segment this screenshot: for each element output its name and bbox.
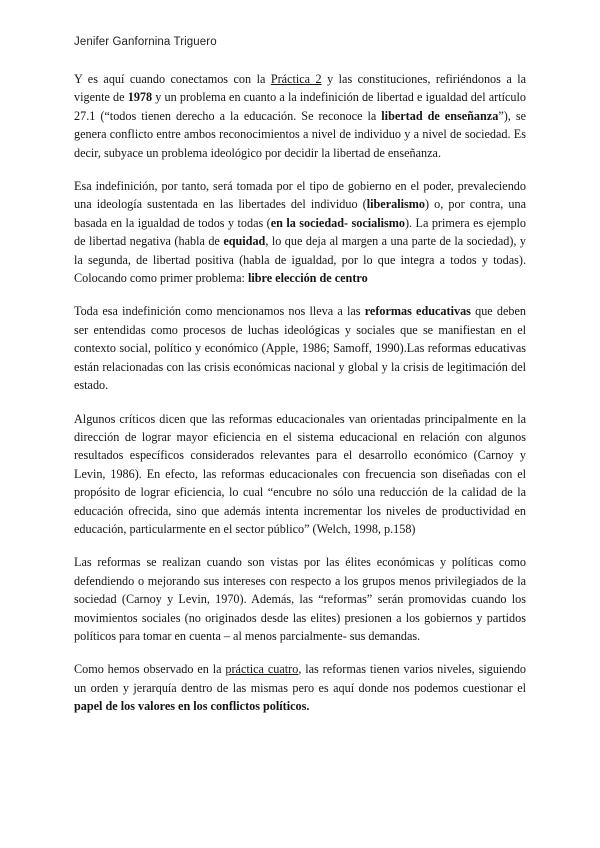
text-run: , las reformas tienen varios niveles, siguiendo un orden y jerarquía dentro de las mismas pero es aquí donde nos podemos cuestionar el [74,662,527,695]
document-body [74,70,526,731]
paragraph-6 [74,660,526,715]
author-header: Jenifer Ganfornina Triguero [74,36,217,48]
bold-term: libertad de enseñanza [381,108,499,123]
text-run: que deben ser entendidas como procesos de luchas ideológicas y sociales que se manifiestan en el contexto social, político y económico (Apple, 1986; Samoff, 1990).Las reformas educativas están relacionadas con las crisis económicas nacional y global y la crisis de legitimación del estado. [74,304,526,393]
text-run: ). La primera es ejemplo de libertad negativa (habla de [74,215,527,249]
text-run: Algunos críticos dicen que las reformas educacionales van orientadas principalmente en la dirección de lograr mayor eficiencia en el sistema educacional en relación con algunos resultados específicos considerados relevantes para el desarrollo económico (Carnoy y Levin, 1986). En efecto, las reformas educacionales con frecuencia son diseñadas con el propósito de lograr eficiencia, lo cual “encubre no sólo una reducción de la calidad de la educación ofrecida, sino que además intenta incrementar los niveles de productividad en educación, particularmente en el sector público” (Welch, 1998, p.158) [74,411,526,536]
text-run: Esa indefinición, por tanto, será tomada por el tipo de gobierno en el poder, prevaleciendo una ideología sustentada en las libertades del individuo ( [74,179,526,212]
bold-term: libre elección de centro [247,271,368,286]
text-run: Y es aquí cuando conectamos con la [74,72,271,86]
text-run: ) o, por contra, una basada en la igualdad de todos y todas ( [74,197,526,230]
text-run: , lo que deja al margen a una parte de la sociedad), y la segunda, de libertad positiva (habla de igualdad, por lo que integra a todos y todas). Colocando como primer problema: [74,234,526,286]
text-run: y un problema en cuanto a la indefinición de libertad e igualdad del artículo 27.1 (“todos tienen derecho a la educación. Se reconoce la [74,90,526,123]
bold-term: 1978 [127,90,153,105]
text-run: Como hemos observado en la [74,662,226,677]
paragraph-5 [74,553,526,645]
text-run: Las reformas se realizan cuando son vistas por las élites económicas y políticas como defendiendo o mejorando sus intereses con respecto a los grupos menos privilegiados de la sociedad (Carnoy y Levin, 1970). Además, las “reformas” serán promovidas cuando los movimientos sociales (no originados desde las elites) presionen a los gobiernos y partidos políticos para tomar en cuenta – al menos parcialmente- sus demandas. [74,555,526,643]
paragraph-1 [74,70,526,162]
bold-term: equidad [223,234,266,249]
bold-term: en la sociedad- socialismo [270,215,405,230]
practice-4-reference: práctica cuatro [225,662,299,677]
paragraph-2 [74,177,526,287]
text-run: Toda esa indefinición como mencionamos nos lleva a las [74,304,365,319]
practice-2-reference: Práctica 2 [270,72,322,86]
paragraph-4 [74,410,526,539]
bold-term: liberalismo [366,197,425,212]
bold-term: papel de los valores en los conflictos políticos. [74,699,310,714]
text-run: ”), se genera conflicto entre ambos reconocimientos a nivel de individuo y a nivel de sociedad. Es decir, subyace un problema ideológico por decidir la libertad de enseñanza. [74,108,526,160]
bold-term: reformas educativas [364,304,471,319]
text-run: y las constituciones, refiriéndonos a la vigente de [74,72,526,105]
paragraph-3 [74,302,526,394]
